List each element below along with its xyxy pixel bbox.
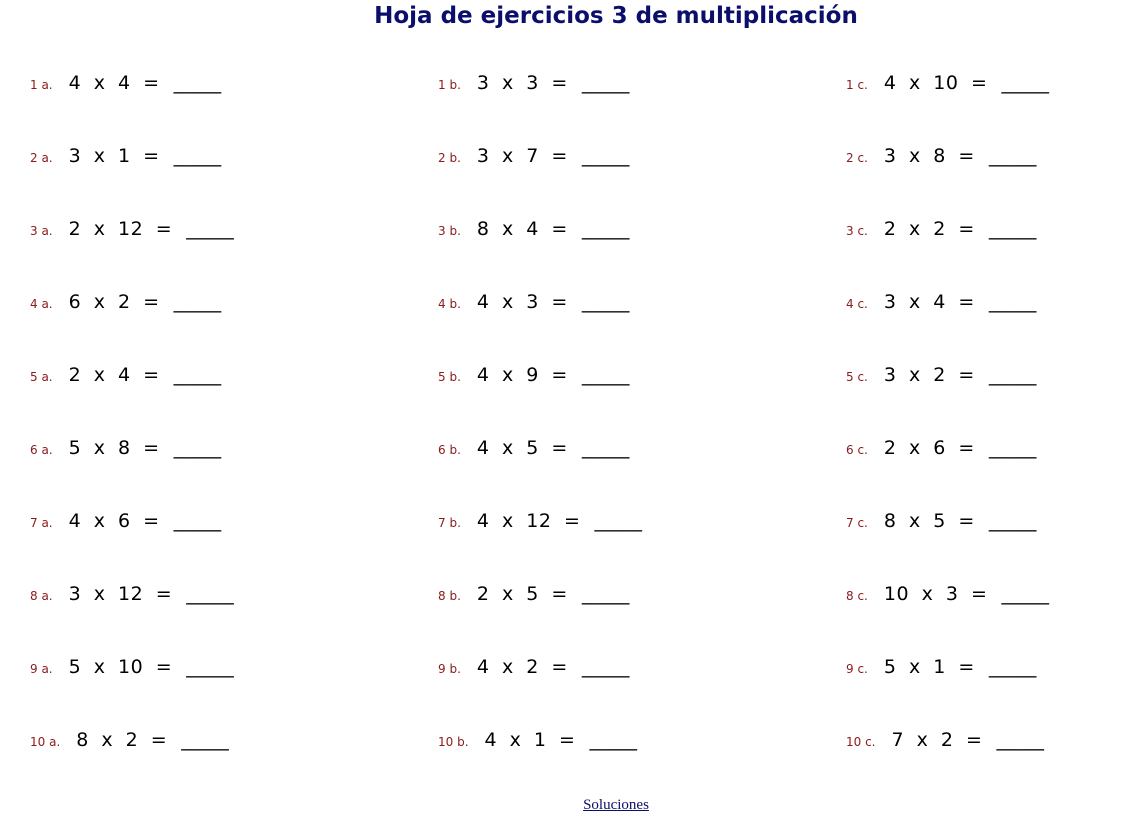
answer-blank: _____	[1001, 72, 1049, 94]
answer-blank: _____	[1001, 583, 1049, 605]
page-title: Hoja de ejercicios 3 de multiplicación	[374, 3, 858, 29]
answer-blank: _____	[581, 145, 630, 167]
answer-blank: _____	[581, 291, 630, 313]
problem-item	[846, 656, 1036, 678]
answer-blank: _____	[173, 437, 222, 459]
problem-number: 1 b.	[438, 78, 461, 92]
problem-expression: 3 x 1 =	[68, 145, 160, 167]
problem-expression: 2 x 6 =	[883, 437, 975, 459]
problem-expression: 2 x 12 =	[68, 218, 173, 240]
problem-item	[438, 510, 642, 532]
problem-item	[438, 583, 629, 605]
problem-item	[30, 291, 221, 313]
problem-expression: 8 x 4 =	[476, 218, 568, 240]
problem-item	[846, 218, 1036, 240]
problem-item	[438, 72, 629, 94]
problem-number: 9 c.	[846, 662, 868, 676]
answer-blank: _____	[594, 510, 642, 532]
problem-number: 9 a.	[30, 662, 53, 676]
problem-item	[846, 145, 1036, 167]
problem-item	[30, 218, 234, 240]
problem-item	[30, 583, 234, 605]
answer-blank: _____	[581, 72, 630, 94]
problem-item	[846, 364, 1036, 386]
answer-blank: _____	[589, 729, 637, 751]
problem-item	[846, 437, 1036, 459]
problem-item	[30, 364, 221, 386]
problem-grid	[30, 0, 1140, 837]
problem-expression: 4 x 6 =	[68, 510, 160, 532]
problem-number: 10 a.	[30, 735, 61, 749]
problem-number: 5 a.	[30, 370, 53, 384]
problem-expression: 4 x 3 =	[476, 291, 568, 313]
problem-expression: 2 x 5 =	[476, 583, 568, 605]
answer-blank: _____	[173, 291, 222, 313]
problem-number: 5 b.	[438, 370, 461, 384]
problem-expression: 4 x 9 =	[476, 364, 568, 386]
problem-number: 6 c.	[846, 443, 868, 457]
problem-item	[846, 729, 1044, 751]
answer-blank: _____	[173, 145, 222, 167]
problem-expression: 3 x 12 =	[68, 583, 173, 605]
problem-number: 4 a.	[30, 297, 53, 311]
problem-number: 7 a.	[30, 516, 53, 530]
problem-item	[30, 72, 221, 94]
answer-blank: _____	[186, 656, 234, 678]
answer-blank: _____	[581, 364, 630, 386]
problem-number: 10 c.	[846, 735, 876, 749]
problem-number: 2 a.	[30, 151, 53, 165]
problem-expression: 10 x 3 =	[883, 583, 988, 605]
problem-number: 8 a.	[30, 589, 53, 603]
problem-expression: 4 x 10 =	[883, 72, 988, 94]
problem-expression: 4 x 5 =	[476, 437, 568, 459]
problem-item	[30, 510, 221, 532]
problem-item	[438, 364, 629, 386]
problem-number: 1 a.	[30, 78, 53, 92]
problem-number: 2 c.	[846, 151, 868, 165]
problem-expression: 5 x 1 =	[883, 656, 975, 678]
answer-blank: _____	[988, 656, 1037, 678]
answer-blank: _____	[173, 364, 222, 386]
problem-expression: 3 x 4 =	[883, 291, 975, 313]
problem-item	[30, 729, 229, 751]
problem-item	[846, 583, 1049, 605]
problem-number: 6 a.	[30, 443, 53, 457]
problem-number: 4 c.	[846, 297, 868, 311]
problem-expression: 5 x 8 =	[68, 437, 160, 459]
answer-blank: _____	[988, 145, 1037, 167]
problem-expression: 8 x 5 =	[883, 510, 975, 532]
answer-blank: _____	[173, 72, 222, 94]
problem-number: 10 b.	[438, 735, 469, 749]
problem-item	[846, 291, 1036, 313]
footer	[0, 797, 1140, 814]
problem-expression: 3 x 2 =	[883, 364, 975, 386]
problem-item	[30, 656, 234, 678]
problem-number: 9 b.	[438, 662, 461, 676]
problem-expression: 3 x 7 =	[476, 145, 568, 167]
problem-expression: 7 x 2 =	[891, 729, 983, 751]
problem-item	[438, 729, 637, 751]
answer-blank: _____	[581, 218, 630, 240]
problem-expression: 4 x 12 =	[476, 510, 581, 532]
problem-item	[846, 510, 1036, 532]
answer-blank: _____	[988, 218, 1037, 240]
problem-expression: 4 x 2 =	[476, 656, 568, 678]
problem-expression: 6 x 2 =	[68, 291, 160, 313]
answer-blank: _____	[988, 291, 1037, 313]
problem-item	[438, 218, 629, 240]
problem-item	[30, 437, 221, 459]
problem-number: 7 b.	[438, 516, 461, 530]
problem-number: 8 c.	[846, 589, 868, 603]
problem-expression: 3 x 8 =	[883, 145, 975, 167]
answer-blank: _____	[581, 656, 630, 678]
problem-item	[438, 145, 629, 167]
solutions-link[interactable]: Soluciones	[583, 797, 649, 813]
problem-number: 3 c.	[846, 224, 868, 238]
problem-number: 2 b.	[438, 151, 461, 165]
answer-blank: _____	[581, 437, 630, 459]
answer-blank: _____	[996, 729, 1044, 751]
problem-item	[438, 656, 629, 678]
problem-number: 3 b.	[438, 224, 461, 238]
problem-expression: 8 x 2 =	[76, 729, 168, 751]
answer-blank: _____	[186, 583, 234, 605]
problem-number: 1 c.	[846, 78, 868, 92]
problem-item	[438, 291, 629, 313]
answer-blank: _____	[988, 437, 1037, 459]
problem-number: 7 c.	[846, 516, 868, 530]
problem-number: 4 b.	[438, 297, 461, 311]
problem-expression: 2 x 2 =	[883, 218, 975, 240]
answer-blank: _____	[181, 729, 229, 751]
problem-number: 3 a.	[30, 224, 53, 238]
problem-item	[846, 72, 1049, 94]
problem-expression: 4 x 1 =	[484, 729, 576, 751]
problem-expression: 3 x 3 =	[476, 72, 568, 94]
problem-expression: 2 x 4 =	[68, 364, 160, 386]
answer-blank: _____	[186, 218, 234, 240]
problem-number: 5 c.	[846, 370, 868, 384]
problem-expression: 4 x 4 =	[68, 72, 160, 94]
answer-blank: _____	[581, 583, 630, 605]
problem-item	[438, 437, 629, 459]
answer-blank: _____	[988, 510, 1037, 532]
answer-blank: _____	[988, 364, 1037, 386]
problem-item	[30, 145, 221, 167]
answer-blank: _____	[173, 510, 222, 532]
problem-number: 6 b.	[438, 443, 461, 457]
problem-expression: 5 x 10 =	[68, 656, 173, 678]
problem-number: 8 b.	[438, 589, 461, 603]
